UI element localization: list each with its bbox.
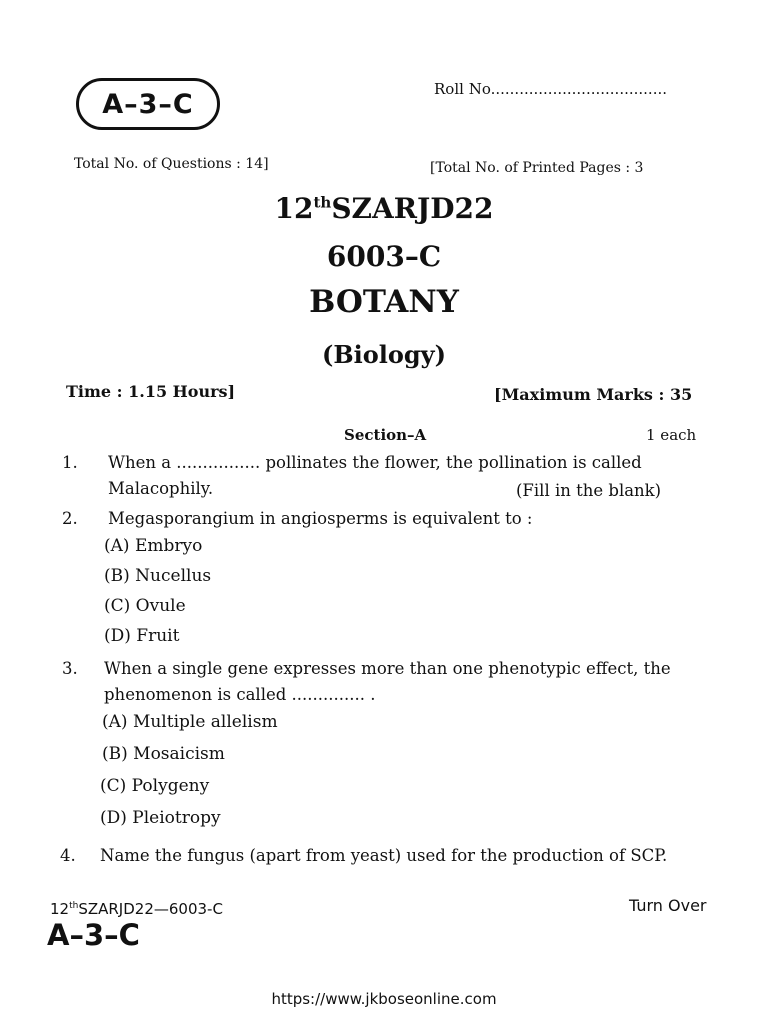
answer-option: (C) Ovule <box>104 596 186 616</box>
exam-time: Time : 1.15 Hours] <box>66 382 236 401</box>
footer-code: 12thSZARJD22—6003-C <box>50 900 223 918</box>
section-marks: 1 each <box>646 426 697 444</box>
total-questions: Total No. of Questions : 14] <box>74 156 269 172</box>
answer-option: (B) Nucellus <box>104 566 212 586</box>
exam-code: 12thSZARJD22 <box>274 192 494 225</box>
total-printed-pages: [Total No. of Printed Pages : 3 <box>430 160 644 176</box>
section-heading: Section–A <box>344 426 427 444</box>
answer-option: (A) Embryo <box>104 536 203 556</box>
roll-number-field: Roll No..................................... <box>434 80 667 98</box>
question-text: phenomenon is called .............. . <box>104 685 376 704</box>
question-text: Megasporangium in angiosperms is equivalent to : <box>108 509 533 528</box>
answer-option: (A) Multiple allelism <box>102 712 278 732</box>
question-note: (Fill in the blank) <box>516 481 662 500</box>
question-text: When a ................ pollinates the flower, the pollination is called <box>108 453 642 472</box>
subject-subtitle: (Biology) <box>322 340 446 369</box>
answer-option: (B) Mosaicism <box>102 744 225 764</box>
paper-set-badge: A–3–C <box>76 78 220 130</box>
paper-code: 6003–C <box>326 240 442 273</box>
answer-option: (D) Pleiotropy <box>100 808 221 828</box>
footer-set-badge: A–3–C <box>47 918 140 952</box>
answer-option: (D) Fruit <box>104 626 180 646</box>
maximum-marks: [Maximum Marks : 35 <box>494 385 693 404</box>
question-number: 3. <box>62 659 78 678</box>
source-url: https://www.jkboseonline.com <box>271 990 497 1008</box>
question-number: 4. <box>60 846 76 865</box>
turn-over-label: Turn Over <box>629 896 707 915</box>
question-number: 1. <box>62 453 78 472</box>
question-text: Malacophily. <box>108 479 214 498</box>
question-text: Name the fungus (apart from yeast) used for the production of SCP. <box>100 846 668 865</box>
answer-option: (C) Polygeny <box>100 776 210 796</box>
subject-title: BOTANY <box>309 284 459 320</box>
question-number: 2. <box>62 509 78 528</box>
question-text: When a single gene expresses more than one phenotypic effect, the <box>104 659 671 678</box>
